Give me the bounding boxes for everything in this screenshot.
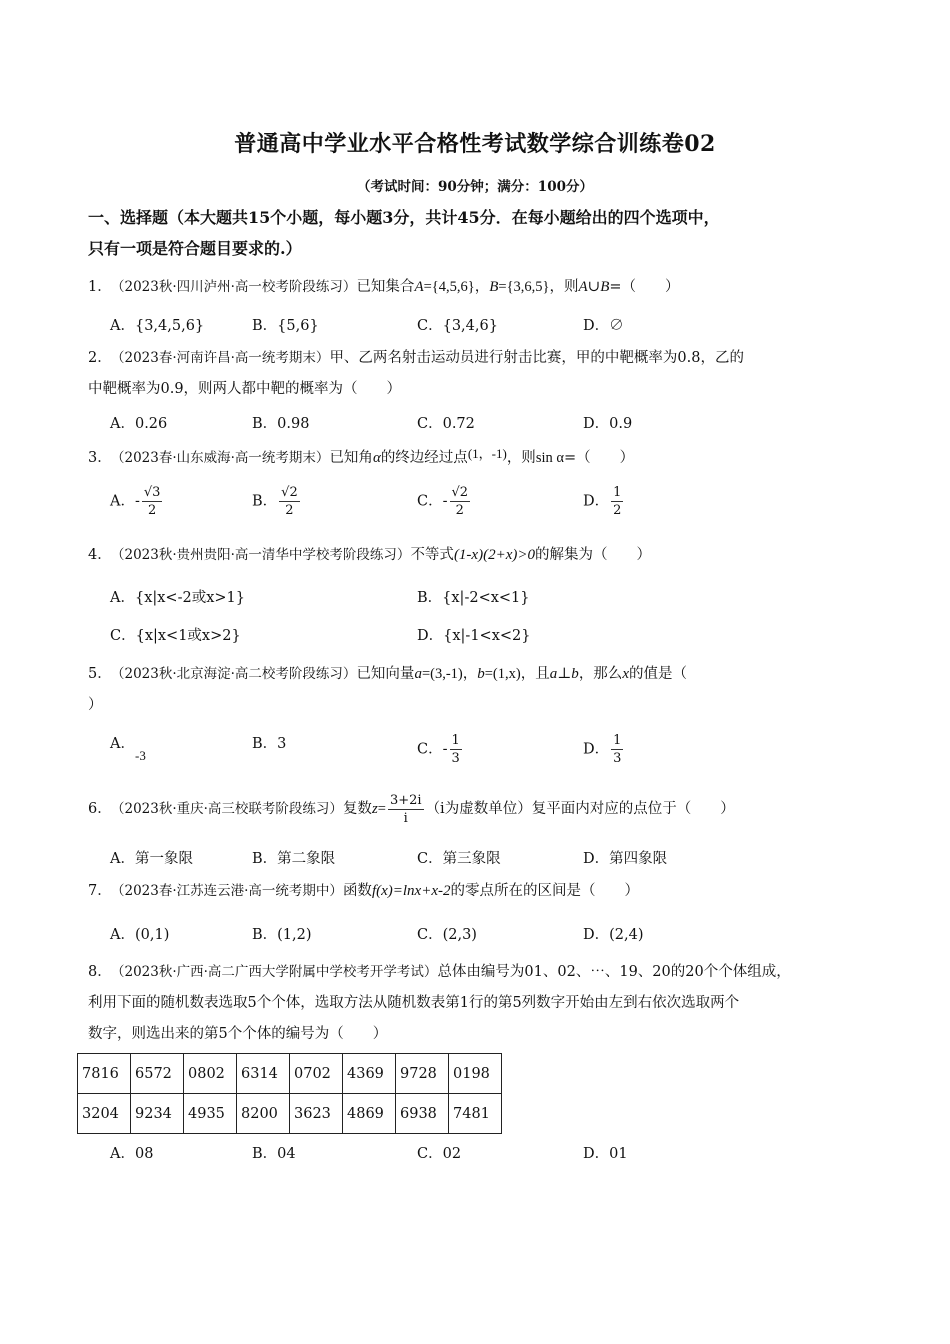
question-source: （2023秋·北京海淀·高二校考阶段练习） bbox=[117, 666, 357, 682]
option-value: 3 bbox=[277, 736, 287, 752]
table-cell: 6314 bbox=[237, 1054, 290, 1094]
table-cell: 3623 bbox=[290, 1094, 343, 1134]
table-cell: 4869 bbox=[343, 1094, 396, 1134]
table-cell: 4369 bbox=[343, 1054, 396, 1094]
fraction-denominator: i bbox=[403, 810, 408, 826]
option-label: C． bbox=[417, 741, 443, 758]
math-expr: (1-x)(2+x)>0 bbox=[453, 547, 535, 563]
math-expr: A∪B bbox=[578, 279, 610, 295]
fraction-numerator: √2 bbox=[451, 485, 469, 500]
math-expr: a⊥b bbox=[549, 666, 579, 682]
question-text: 的终边经过点 bbox=[380, 450, 468, 466]
question-number: 7． bbox=[88, 883, 112, 899]
question-text: 不等式 bbox=[410, 547, 454, 563]
fraction bbox=[450, 484, 471, 519]
option-b bbox=[252, 484, 302, 519]
option-label: A． bbox=[110, 736, 135, 752]
question-text: ，那么 bbox=[578, 666, 623, 682]
question-6-options bbox=[110, 847, 870, 877]
option-d: D．∅ bbox=[583, 318, 624, 334]
table-row bbox=[78, 1054, 502, 1094]
question-source: （2023春·山东威海·高一统考期末） bbox=[117, 450, 330, 466]
option-sign: - bbox=[134, 493, 140, 510]
option-b: B．第二象限 bbox=[252, 851, 336, 867]
question-text: 的值是（ bbox=[628, 666, 687, 682]
question-text: 甲、乙两名射击运动员进行射击比赛，甲的中靶概率为0.8，乙的 bbox=[329, 350, 744, 366]
math-expr: ={3,6,5} bbox=[498, 279, 550, 295]
fraction-denominator: 2 bbox=[148, 503, 157, 518]
option-label: A． bbox=[110, 493, 135, 510]
option-c bbox=[417, 732, 464, 767]
option-d: D．0.9 bbox=[583, 416, 633, 432]
question-number: 6． bbox=[88, 801, 112, 817]
question-5-options bbox=[110, 732, 870, 774]
table-row bbox=[78, 1094, 502, 1134]
option-a: A．{x|x<-2或x>1} bbox=[110, 590, 245, 606]
fraction-numerator: √2 bbox=[281, 485, 298, 500]
fraction bbox=[611, 484, 623, 519]
math-expr: f(x)=lnx+x-2 bbox=[371, 883, 451, 899]
math-expr: z bbox=[371, 801, 378, 817]
question-5 bbox=[88, 659, 878, 721]
question-text: 函数 bbox=[342, 883, 372, 899]
question-text: =（ ） bbox=[609, 279, 680, 295]
option-d: D．(2,4) bbox=[583, 927, 644, 943]
table-cell: 7816 bbox=[78, 1054, 131, 1094]
table-cell: 4935 bbox=[184, 1094, 237, 1134]
table-cell: 3204 bbox=[78, 1094, 131, 1134]
table-cell: 9234 bbox=[131, 1094, 184, 1134]
question-8-options bbox=[110, 1142, 870, 1172]
option-a bbox=[110, 732, 146, 763]
question-4-options-row1 bbox=[110, 586, 870, 616]
question-text: =（ ） bbox=[563, 450, 635, 466]
option-label: D． bbox=[583, 741, 610, 758]
question-text: 总体由编号为01、02、⋯、19、20的20个个体组成， bbox=[437, 964, 791, 980]
math-expr: B bbox=[489, 279, 499, 295]
option-a: A．{3,4,5,6} bbox=[110, 318, 205, 334]
option-b: B．0.98 bbox=[252, 416, 310, 432]
option-sign: - bbox=[442, 741, 448, 758]
math-expr: ={4,5,6} bbox=[423, 279, 475, 295]
table-cell: 7481 bbox=[449, 1094, 502, 1134]
table-cell: 0198 bbox=[449, 1054, 502, 1094]
option-b bbox=[252, 732, 286, 753]
question-source: （2023春·江苏连云港·高一统考期中） bbox=[117, 883, 343, 899]
option-b: B．{5,6} bbox=[252, 318, 319, 334]
option-d bbox=[583, 732, 625, 767]
section-heading-line1: 一、选择题（本大题共15个小题，每小题3分，共计45分．在每小题给出的四个选项中， bbox=[88, 208, 720, 227]
option-c: C．第三象限 bbox=[417, 851, 501, 867]
question-number: 5． bbox=[88, 666, 112, 682]
option-c: C．{3,4,6} bbox=[417, 318, 498, 334]
option-a: A．(0,1) bbox=[110, 927, 170, 943]
question-text: ， bbox=[462, 666, 478, 682]
math-expr: A bbox=[414, 279, 424, 295]
option-d: D．{x|-1<x<2} bbox=[417, 628, 531, 644]
option-sign: - bbox=[442, 493, 448, 510]
question-number: 1． bbox=[88, 279, 112, 295]
table-cell: 8200 bbox=[237, 1094, 290, 1134]
section-heading bbox=[88, 202, 878, 264]
page-title: 普通高中学业水平合格性考试数学综合训练卷02 bbox=[234, 131, 716, 157]
math-expr: = bbox=[377, 801, 386, 817]
option-c: C．(2,3) bbox=[417, 927, 477, 943]
question-text: 已知向量 bbox=[356, 666, 415, 682]
math-expr: x bbox=[622, 666, 629, 682]
question-7-options bbox=[110, 923, 870, 953]
option-d: D．第四象限 bbox=[583, 851, 668, 867]
option-label: C． bbox=[417, 493, 443, 510]
question-text: 的零点所在的区间是（ ） bbox=[450, 883, 639, 899]
option-c: C．0.72 bbox=[417, 416, 475, 432]
option-a: A．08 bbox=[110, 1146, 154, 1162]
question-source: （2023秋·贵州贵阳·高一清华中学校考阶段练习） bbox=[117, 547, 411, 563]
fraction-numerator: 3+2i bbox=[389, 792, 422, 808]
option-b: B．{x|-2<x<1} bbox=[417, 590, 530, 606]
question-text: 已知集合 bbox=[356, 279, 415, 295]
fraction bbox=[450, 732, 462, 767]
question-source: （2023秋·重庆·高三校联考阶段练习） bbox=[117, 801, 343, 817]
option-label: B． bbox=[252, 736, 278, 752]
fraction-denominator: 2 bbox=[455, 503, 464, 518]
option-c bbox=[417, 484, 472, 519]
table-cell: 6572 bbox=[131, 1054, 184, 1094]
section-heading-line2: 只有一项是符合题目要求的.） bbox=[88, 239, 302, 258]
fraction-denominator: 2 bbox=[613, 503, 622, 518]
fraction-denominator: 3 bbox=[451, 751, 460, 766]
math-expr: sin α bbox=[535, 450, 564, 466]
question-source: （2023秋·广西·高二广西大学附属中学校考开学考试） bbox=[117, 964, 438, 980]
math-expr: =(1,x) bbox=[484, 666, 521, 682]
question-4-options-row2 bbox=[110, 624, 870, 654]
option-c: C．{x|x<1或x>2} bbox=[110, 628, 241, 644]
question-text: 已知角 bbox=[329, 450, 373, 466]
question-text: 数字，则选出来的第5个个体的编号为（ ） bbox=[88, 1026, 388, 1042]
table-cell: 0802 bbox=[184, 1054, 237, 1094]
question-1 bbox=[88, 272, 878, 303]
question-text: ，且 bbox=[520, 666, 550, 682]
option-c: C．02 bbox=[417, 1146, 462, 1162]
fraction-numerator: √3 bbox=[143, 485, 161, 500]
question-6 bbox=[88, 790, 878, 828]
option-a: A．第一象限 bbox=[110, 851, 193, 867]
question-text: ） bbox=[88, 697, 103, 713]
table-cell: 6938 bbox=[396, 1094, 449, 1134]
question-8 bbox=[88, 957, 878, 1050]
option-label: B． bbox=[252, 493, 278, 510]
option-b: B．04 bbox=[252, 1146, 296, 1162]
question-text: 的解集为（ ） bbox=[534, 547, 651, 563]
math-expr: =(3,-1) bbox=[421, 666, 463, 682]
math-expr: a bbox=[414, 666, 422, 682]
fraction bbox=[611, 732, 623, 767]
option-d bbox=[583, 484, 625, 519]
question-source: （2023秋·四川泸州·高一校考阶段练习） bbox=[117, 279, 357, 295]
option-a bbox=[110, 484, 164, 519]
math-expr: α bbox=[372, 450, 381, 466]
option-d: D．01 bbox=[583, 1146, 628, 1162]
fraction-numerator: 1 bbox=[451, 733, 460, 748]
random-number-table bbox=[77, 1053, 502, 1134]
question-7 bbox=[88, 876, 878, 907]
question-text: （i为虚数单位）复平面内对应的点位于（ ） bbox=[425, 801, 735, 817]
math-expr: (1，-1) bbox=[467, 446, 507, 461]
fraction bbox=[142, 484, 163, 519]
question-text: 利用下面的随机数表选取5个个体，选取方法从随机数表第1行的第5列数字开始由左到右依次选取两个 bbox=[88, 995, 740, 1011]
question-text: ， bbox=[474, 279, 490, 295]
question-number: 4． bbox=[88, 547, 112, 563]
table-cell: 0702 bbox=[290, 1054, 343, 1094]
fraction bbox=[388, 792, 424, 827]
fraction-numerator: 1 bbox=[613, 485, 622, 500]
question-number: 2． bbox=[88, 350, 112, 366]
question-number: 3． bbox=[88, 450, 112, 466]
table-cell: 9728 bbox=[396, 1054, 449, 1094]
question-number: 8． bbox=[88, 964, 112, 980]
question-text: 复数 bbox=[342, 801, 372, 817]
question-2 bbox=[88, 343, 878, 405]
math-expr: b bbox=[477, 666, 485, 682]
question-3 bbox=[88, 438, 878, 474]
option-label: D． bbox=[583, 493, 610, 510]
question-4 bbox=[88, 540, 878, 571]
fraction-denominator: 2 bbox=[285, 503, 294, 518]
fraction-denominator: 3 bbox=[613, 751, 622, 766]
option-value: -3 bbox=[134, 748, 146, 763]
question-source: （2023春·河南许昌·高一统考期末） bbox=[117, 350, 330, 366]
question-text: ，则 bbox=[506, 450, 536, 466]
question-text: ，则 bbox=[549, 279, 579, 295]
question-text: 中靶概率为0.9，则两人都中靶的概率为（ ） bbox=[88, 381, 402, 397]
question-3-options bbox=[110, 484, 870, 524]
question-1-options bbox=[110, 314, 870, 344]
option-b: B．(1,2) bbox=[252, 927, 312, 943]
fraction-numerator: 1 bbox=[613, 733, 622, 748]
exam-info: （考试时间：90分钟；满分：100分） bbox=[357, 179, 593, 195]
fraction bbox=[279, 484, 300, 519]
option-a: A．0.26 bbox=[110, 416, 168, 432]
